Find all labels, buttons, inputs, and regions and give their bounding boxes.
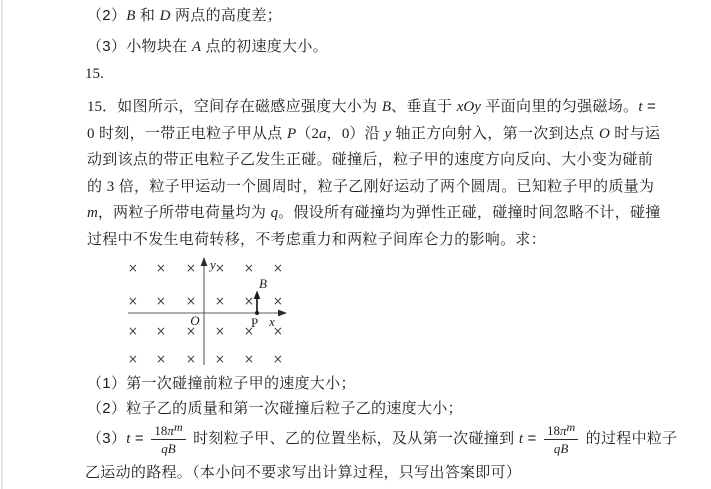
field-mark-icon: × xyxy=(155,294,167,308)
field-mark-icon: × xyxy=(127,324,139,338)
field-mark-icon: × xyxy=(272,261,284,275)
field-mark-icon: × xyxy=(243,324,255,338)
field-mark-icon: × xyxy=(214,294,226,308)
field-mark-icon: × xyxy=(127,352,139,366)
field-mark-icon: × xyxy=(243,261,255,275)
field-b-label: B xyxy=(259,276,268,291)
field-mark-icon: × xyxy=(214,261,226,275)
problem-line-3: 动到该点的带正电粒子乙发生正碰。碰撞后，粒子甲的速度方向反向、大小变为碰前 xyxy=(87,151,654,169)
y-axis-arrowhead-icon xyxy=(201,257,208,266)
sub-question-3-line-1: （3）t = $\frac{18\pi m}{qB}$ 时刻粒子甲、乙的位置坐标，及从第一次碰撞到 t = $\frac{18\pi m}{qB}$ 的过程中粒子 xyxy=(87,420,678,457)
field-mark-icon: × xyxy=(155,352,167,366)
question-number-15: 15. xyxy=(85,66,104,82)
prev-question-item-3: （3）小物块在 A 点的初速度大小。 xyxy=(87,38,328,55)
field-mark-icon: × xyxy=(214,324,226,338)
inline-fraction: $\frac{18\pi m}{qB}$ xyxy=(151,423,185,455)
field-mark-icon: × xyxy=(185,324,197,338)
problem-line-6: 过程中不发生电荷转移，不考虑重力和两粒子间库仑力的影响。求： xyxy=(87,230,547,248)
field-mark-icon: × xyxy=(185,294,197,308)
velocity-arrowhead-icon xyxy=(254,291,261,300)
x-axis-label: x xyxy=(269,314,276,329)
field-mark-icon: × xyxy=(127,261,139,275)
magnetic-field-figure xyxy=(115,252,295,372)
problem-statement xyxy=(87,94,707,254)
field-mark-icon: × xyxy=(155,261,167,275)
problem-line-1: 15．如图所示，空间存在磁感应强度大小为 B、垂直于 xOy 平面向里的匀强磁场。t = xyxy=(87,98,657,115)
origin-label: O xyxy=(190,313,200,328)
sub-question-1: （1）第一次碰撞前粒子甲的速度大小； xyxy=(87,375,356,392)
x-axis-arrowhead-icon xyxy=(278,310,287,317)
field-mark-icon: × xyxy=(272,294,284,308)
field-mark-icon: × xyxy=(272,324,284,338)
sub-question-2: （2）粒子乙的质量和第一次碰撞后粒子乙的速度大小； xyxy=(87,400,463,417)
field-mark-icon: × xyxy=(243,294,255,308)
problem-line-4: 的 3 倍，粒子甲运动一个圆周时，粒子乙刚好运动了两个圆周。已知粒子甲的质量为 xyxy=(87,177,655,195)
field-mark-icon: × xyxy=(243,352,255,366)
problem-line-5: m，两粒子所带电荷量均为 q。假设所有碰撞均为弹性正碰，碰撞时间忽略不计，碰撞 xyxy=(87,204,661,222)
field-mark-icon: × xyxy=(272,352,284,366)
field-mark-icon: × xyxy=(127,294,139,308)
field-mark-icon: × xyxy=(214,352,226,366)
field-mark-icon: × xyxy=(155,324,167,338)
problem-line-2: 0 时刻，一带正电粒子甲从点 P（2a，0）沿 y 轴正方向射入，第一次到达点 O 时与运 xyxy=(87,124,661,142)
prev-question-item-2: （2）B 和 D 两点的高度差； xyxy=(87,7,283,24)
field-mark-icon: × xyxy=(185,352,197,366)
y-axis-label: y xyxy=(210,257,217,272)
inline-fraction: $\frac{18\pi m}{qB}$ xyxy=(544,423,578,455)
sub-question-3-line-2: 乙运动的路程。（本小问不要求写出计算过程，只写出答案即可） xyxy=(85,464,522,481)
page-left-border xyxy=(1,0,3,489)
field-mark-icon: × xyxy=(185,261,197,275)
point-p-label: P xyxy=(251,315,259,330)
